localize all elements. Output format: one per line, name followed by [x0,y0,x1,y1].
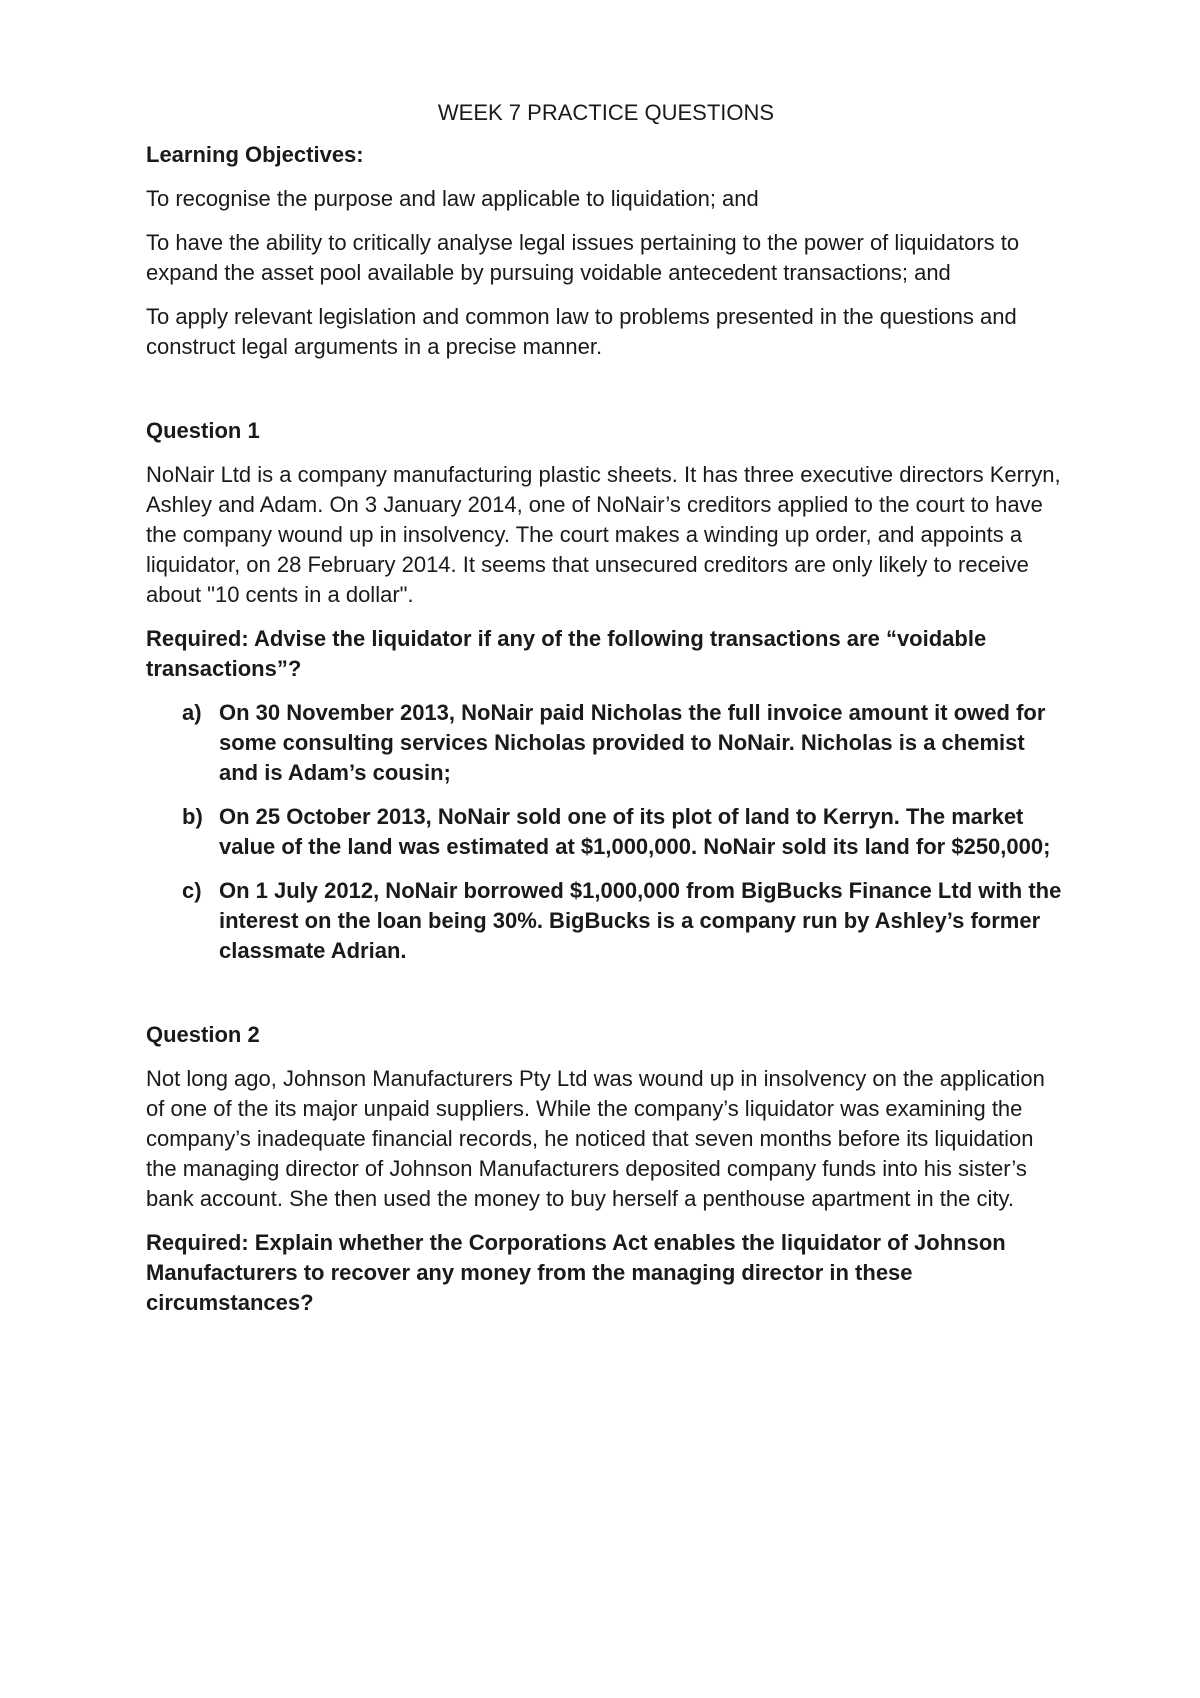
subquestion-text: On 1 July 2012, NoNair borrowed $1,000,000 from BigBucks Finance Ltd with the interest on the loan being 30%. BigBucks is a company run by Ashley’s former classmate Adrian. [219,878,1062,963]
subquestion-b [146,802,1066,862]
question-1-body: NoNair Ltd is a company manufacturing plastic sheets. It has three executive directors Kerryn, Ashley and Adam. On 3 January 2014, one of NoNair’s creditors applied to the court to have the company wound up in insolvency. The court makes a winding up order, and appoints a liquidator, on 28 February 2014. It seems that unsecured creditors are only likely to receive about "10 cents in a dollar". [146,462,1061,607]
subquestion-text: On 30 November 2013, NoNair paid Nicholas the full invoice amount it owed for some consulting services Nicholas provided to NoNair. Nicholas is a chemist and is Adam’s cousin; [219,700,1046,785]
page-title: WEEK 7 PRACTICE QUESTIONS [437,100,775,125]
subquestion-a [146,698,1066,788]
section-spacer [146,376,1066,416]
question-1-required: Required: Advise the liquidator if any of the following transactions are “voidable transactions”? [146,626,987,681]
subquestion-text: On 25 October 2013, NoNair sold one of its plot of land to Kerryn. The market value of the land was estimated at $1,000,000. NoNair sold its land for $250,000; [219,804,1051,859]
subquestion-marker: c) [182,878,202,903]
objective-item: To recognise the purpose and law applicable to liquidation; and [146,186,759,211]
question-2-heading: Question 2 [146,1022,260,1047]
subquestion-c [146,876,1066,966]
subquestion-marker: b) [182,804,203,829]
question-1-heading: Question 1 [146,418,260,443]
section-spacer [146,980,1066,1020]
objectives-heading: Learning Objectives: [146,142,364,167]
document-content [146,98,1066,1332]
objective-item: To apply relevant legislation and common law to problems presented in the questions and construct legal arguments in a precise manner. [146,304,1017,359]
question-1-subquestions [146,698,1066,966]
objective-item: To have the ability to critically analyse legal issues pertaining to the power of liquidators to expand the asset pool available by pursuing voidable antecedent transactions; and [146,230,1020,285]
question-2-body: Not long ago, Johnson Manufacturers Pty Ltd was wound up in insolvency on the application of one of the its major unpaid suppliers. While the company’s liquidator was examining the company’s inadequate financial records, he noticed that seven months before its liquidation the managing director of Johnson Manufacturers deposited company funds into his sister’s bank account. She then used the money to buy herself a penthouse apartment in the city. [146,1066,1045,1211]
subquestion-marker: a) [182,700,202,725]
question-2-required: Required: Explain whether the Corporations Act enables the liquidator of Johnson Manufacturers to recover any money from the managing director in these circumstances? [146,1230,1006,1315]
